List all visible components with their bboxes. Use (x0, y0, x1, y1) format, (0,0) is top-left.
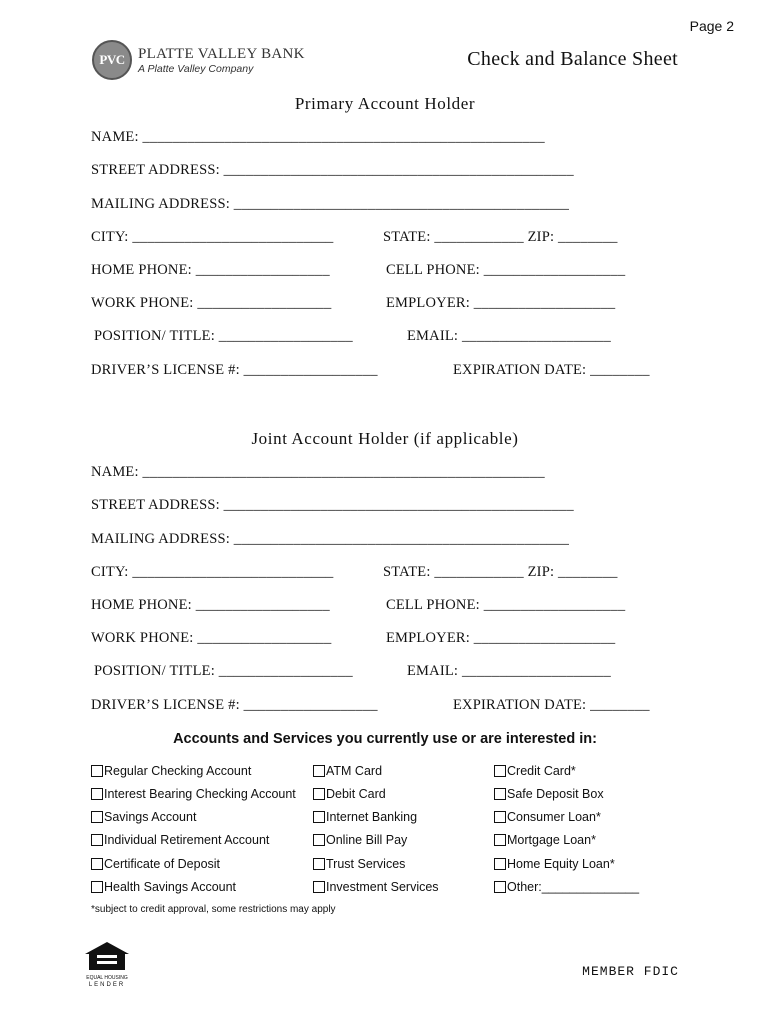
service-label: Trust Services (326, 857, 406, 871)
checkbox[interactable] (313, 788, 325, 800)
primary-cell-phone-field: CELL PHONE: ___________________ (386, 262, 626, 278)
logo-tagline: A Platte Valley Company (138, 63, 254, 75)
joint-email-field: EMAIL: ____________________ (407, 663, 611, 679)
equal-housing-line1: EQUAL HOUSING (86, 975, 128, 981)
service-label: Certificate of Deposit (104, 857, 221, 871)
checkbox[interactable] (91, 765, 103, 777)
checkbox[interactable] (91, 788, 103, 800)
checkbox[interactable] (313, 834, 325, 846)
logo-bank-name: PLATTE VALLEY BANK (138, 46, 305, 62)
joint-expiration-field: EXPIRATION DATE: ________ (453, 697, 650, 713)
primary-mailing-field: MAILING ADDRESS: _____________________________________________ (91, 196, 570, 212)
equal-housing-lender-icon (83, 940, 131, 988)
service-label: Credit Card* (507, 764, 576, 778)
service-label: ATM Card (326, 764, 383, 778)
checkbox[interactable] (313, 858, 325, 870)
service-option[interactable] (494, 810, 601, 824)
primary-state-zip-field: STATE: ____________ ZIP: ________ (383, 229, 618, 245)
service-label: Other:______________ (507, 880, 640, 894)
credit-footnote: *subject to credit approval, some restrictions may apply (91, 904, 336, 915)
joint-street-field: STREET ADDRESS: _______________________________________________ (91, 497, 574, 513)
services-heading: Accounts and Services you currently use or are interested in: (173, 731, 597, 747)
checkbox[interactable] (91, 881, 103, 893)
primary-city-field: CITY: ___________________________ (91, 229, 334, 245)
primary-work-row (91, 295, 681, 312)
service-label: Online Bill Pay (326, 833, 408, 847)
joint-work-phone-field: WORK PHONE: __________________ (91, 630, 332, 646)
joint-city-field: CITY: ___________________________ (91, 564, 334, 580)
service-label: Home Equity Loan* (507, 857, 615, 871)
joint-work-row (91, 630, 681, 647)
primary-license-row (91, 362, 681, 379)
service-label: Interest Bearing Checking Account (104, 787, 296, 801)
primary-city-row (91, 229, 681, 246)
service-option[interactable] (91, 880, 236, 894)
checkbox[interactable] (313, 765, 325, 777)
equal-housing-line2: LENDER (88, 982, 126, 988)
primary-heading: Primary Account Holder (294, 94, 476, 113)
service-label: Debit Card (326, 787, 386, 801)
service-label: Individual Retirement Account (104, 833, 270, 847)
service-option[interactable] (494, 764, 576, 778)
joint-phone-row (91, 597, 681, 614)
primary-phone-row (91, 262, 681, 279)
primary-employer-field: EMPLOYER: ___________________ (386, 295, 616, 311)
primary-expiration-field: EXPIRATION DATE: ________ (453, 362, 650, 378)
checkbox[interactable] (494, 881, 506, 893)
joint-position-field: POSITION/ TITLE: __________________ (94, 663, 353, 679)
primary-position-field: POSITION/ TITLE: __________________ (94, 328, 353, 344)
primary-position-row (94, 328, 684, 345)
service-option[interactable] (494, 880, 639, 894)
service-option[interactable] (313, 833, 407, 847)
service-label: Investment Services (326, 880, 439, 894)
joint-state-zip-field: STATE: ____________ ZIP: ________ (383, 564, 618, 580)
service-option[interactable] (313, 787, 386, 801)
checkbox[interactable] (494, 765, 506, 777)
service-option[interactable] (313, 857, 405, 871)
service-label: Mortgage Loan* (507, 833, 596, 847)
service-option[interactable] (313, 880, 439, 894)
joint-name-field: NAME: ______________________________________________________ (91, 464, 545, 480)
member-fdic: MEMBER FDIC (582, 964, 679, 979)
checkbox[interactable] (91, 858, 103, 870)
primary-home-phone-field: HOME PHONE: __________________ (91, 262, 330, 278)
checkbox[interactable] (494, 858, 506, 870)
service-label: Internet Banking (326, 810, 418, 824)
service-label: Savings Account (104, 810, 197, 824)
service-option[interactable] (494, 833, 596, 847)
primary-work-phone-field: WORK PHONE: __________________ (91, 295, 332, 311)
joint-position-row (94, 663, 684, 680)
joint-cell-phone-field: CELL PHONE: ___________________ (386, 597, 626, 613)
joint-license-row (91, 697, 681, 714)
service-option[interactable] (91, 833, 269, 847)
checkbox[interactable] (494, 788, 506, 800)
service-option[interactable] (91, 810, 196, 824)
service-label: Health Savings Account (104, 880, 237, 894)
checkbox[interactable] (91, 834, 103, 846)
checkbox[interactable] (494, 834, 506, 846)
primary-street-field: STREET ADDRESS: _______________________________________________ (91, 162, 574, 178)
joint-home-phone-field: HOME PHONE: __________________ (91, 597, 330, 613)
service-option[interactable] (494, 787, 604, 801)
service-label: Safe Deposit Box (507, 787, 604, 801)
primary-name-field: NAME: ______________________________________________________ (91, 129, 545, 145)
service-option[interactable] (313, 810, 417, 824)
joint-mailing-field: MAILING ADDRESS: _____________________________________________ (91, 531, 570, 547)
bank-logo (92, 40, 305, 84)
service-label: Regular Checking Account (104, 764, 252, 778)
checkbox[interactable] (494, 811, 506, 823)
joint-license-field: DRIVER’S LICENSE #: __________________ (91, 697, 378, 713)
service-option[interactable] (91, 787, 296, 801)
joint-heading: Joint Account Holder (if applicable) (251, 429, 519, 448)
service-option[interactable] (91, 764, 251, 778)
service-option[interactable] (313, 764, 382, 778)
logo-emblem: PVC (92, 40, 132, 80)
document-title: Check and Balance Sheet (467, 48, 678, 70)
service-option[interactable] (91, 857, 220, 871)
service-label: Consumer Loan* (507, 810, 601, 824)
checkbox[interactable] (313, 811, 325, 823)
primary-license-field: DRIVER’S LICENSE #: __________________ (91, 362, 378, 378)
checkbox[interactable] (313, 881, 325, 893)
joint-employer-field: EMPLOYER: ___________________ (386, 630, 616, 646)
service-option[interactable] (494, 857, 615, 871)
checkbox[interactable] (91, 811, 103, 823)
primary-email-field: EMAIL: ____________________ (407, 328, 611, 344)
joint-city-row (91, 564, 681, 581)
page-number: Page 2 (689, 18, 734, 34)
